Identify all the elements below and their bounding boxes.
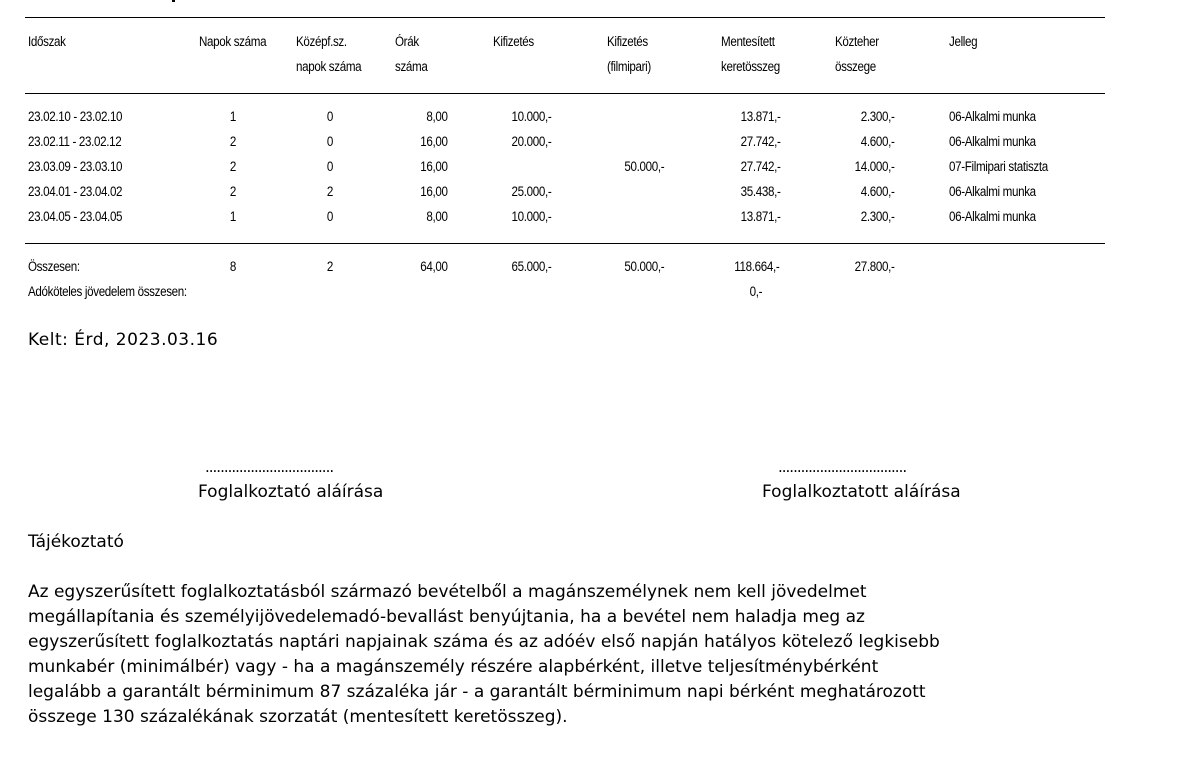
table-cell: 16,00 [420,184,448,199]
table-cell: 2.300,- [860,209,895,224]
taxable-income-value: 0,- [749,284,763,299]
table-cell: 1 [229,209,236,224]
info-line: egyszerűsített foglalkoztatás naptári napjainak száma és az adóév első napján hatályos kötelező legkisebb [28,632,940,652]
table-cell: 8,00 [426,109,448,124]
table-cell: 16,00 [420,159,448,174]
table-cell: 13.871,- [740,109,781,124]
taxable-income-label: Adóköteles jövedelem összesen: [28,284,187,299]
info-line: Az egyszerűsített foglalkoztatásból származó bevételből a magánszemélynek nem kell jövedelmet [28,582,867,602]
totals-school-days: 2 [326,259,333,274]
table-cell: 06-Alkalmi munka [949,209,1036,224]
totals-payment: 65.000,- [511,259,552,274]
employer-signature-label: Foglalkoztató aláírása [198,482,384,502]
header-public-charge: Közteher összege [835,34,879,74]
table-cell: 2 [229,134,236,149]
table-cell: 10.000,- [511,209,552,224]
table-cell [480,154,551,179]
header-hours: Órák száma [395,34,428,74]
table-cell: 4.600,- [860,134,895,149]
table-cell: 1 [229,109,236,124]
totals-days: 8 [229,259,236,274]
totals-payment-film: 50.000,- [624,259,665,274]
cut-off-top-text [172,0,175,2]
table-cell: 13.871,- [740,209,781,224]
table-cell: 27.742,- [740,134,781,149]
table-cell: 2 [229,184,236,199]
table-cell: 35.438,- [740,184,781,199]
table-cell: 50.000,- [624,159,665,174]
table-cell: 25.000,- [511,184,552,199]
employee-signature-line: .................................. [778,458,907,476]
table-cell: 23.02.11 - 23.02.12 [28,134,122,149]
table-cell: 2 [229,159,236,174]
table-cell: 06-Alkalmi munka [949,134,1036,149]
table-cell: 10.000,- [511,109,552,124]
employer-signature-line: .................................. [205,458,334,476]
table-cell: 20.000,- [511,134,552,149]
table-cell: 06-Alkalmi munka [949,184,1036,199]
header-payment-film: Kifizetés (filmipari) [607,34,651,74]
header-school-days: Középf.sz. napok száma [296,34,362,74]
table-cell: 2 [326,184,333,199]
place-date: Kelt: Érd, 2023.03.16 [28,330,219,350]
info-line: megállapítania és személyijövedelemadó-bevallást benyújtania, ha a bevétel nem haladja meg az [28,607,865,627]
table-cell: 27.742,- [740,159,781,174]
info-line: összege 130 százalékának szorzatát (mentesített keretösszeg). [28,707,568,727]
table-cell [592,104,664,129]
column-school-days [317,104,343,229]
table-totals-rule [25,243,1105,244]
table-cell: 23.02.10 - 23.02.10 [28,109,123,124]
table-cell: 23.04.01 - 23.04.02 [28,184,123,199]
table-cell: 14.000,- [854,159,895,174]
table-cell: 0 [326,159,333,174]
table-header-rule [25,93,1105,94]
table-top-rule [25,17,1105,18]
totals-label: Összesen: [28,259,80,274]
header-period: Időszak [28,34,66,49]
table-cell: 2.300,- [860,109,895,124]
table-cell [592,204,664,229]
column-payment-film [592,104,664,229]
column-days [220,104,246,229]
header-days: Napok száma [199,34,267,49]
info-paragraph [28,580,1148,730]
totals-public-charge: 27.800,- [854,259,895,274]
table-cell: 07-Filmipari statiszta [949,159,1048,174]
table-cell: 23.04.05 - 23.04.05 [28,209,123,224]
table-cell: 8,00 [426,209,448,224]
table-cell: 0 [326,209,333,224]
table-cell: 23.03.09 - 23.03.10 [28,159,123,174]
header-exempt-amount: Mentesített keretösszeg [721,34,780,74]
header-type: Jelleg [949,34,978,49]
table-cell: 16,00 [420,134,448,149]
table-cell [592,129,664,154]
totals-hours: 64,00 [420,259,448,274]
column-hours [396,104,448,229]
table-cell [592,179,664,204]
table-cell: 4.600,- [860,184,895,199]
info-line: munkabér (minimálbér) vagy - ha a magánszemély részére alapbérként, illetve teljesítménybérként [28,657,879,677]
table-cell: 0 [326,109,333,124]
column-payment [480,104,551,229]
totals-exempt-amount: 118.664,- [734,259,780,274]
employee-signature-label: Foglalkoztatott aláírása [762,482,961,502]
table-cell: 0 [326,134,333,149]
column-period [28,104,122,229]
column-exempt-amount [710,104,781,229]
column-type [949,104,1048,229]
column-public-charge [830,104,895,229]
header-payment: Kifizetés [493,34,534,49]
table-cell: 06-Alkalmi munka [949,109,1036,124]
info-line: legalább a garantált bérminimum 87 százaléka jár - a garantált bérminimum napi bérként meghatározott [28,682,926,702]
info-title: Tájékoztató [28,532,124,552]
